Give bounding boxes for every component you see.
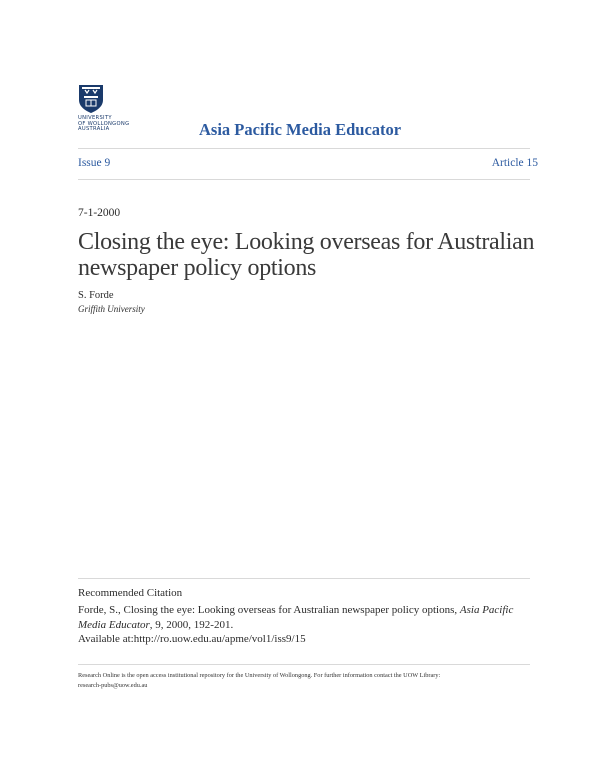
available-label: Available at: (78, 633, 134, 645)
author-name: S. Forde (78, 290, 114, 301)
recommended-citation-heading: Recommended Citation (78, 587, 183, 599)
issue-link[interactable]: Issue 9 (78, 157, 111, 169)
citation-journal: Asia Pacific Media Educator (78, 604, 514, 631)
author-affiliation: Griffith University (78, 304, 145, 314)
publication-date: 7-1-2000 (78, 207, 121, 219)
issue-divider (78, 179, 530, 180)
article-title: Closing the eye: Looking overseas for Australian newspaper policy options (78, 229, 535, 281)
journal-title-link[interactable]: Asia Pacific Media Educator (199, 120, 402, 139)
university-logo (78, 84, 144, 136)
citation-text (78, 603, 528, 647)
citation-url-link[interactable]: http://ro.uow.edu.au/apme/vol1/iss9/15 (133, 633, 306, 645)
footer-divider (78, 664, 530, 665)
footer-text (78, 671, 528, 690)
logo-line: OF WOLLONGONG (78, 120, 130, 127)
footer-line: Research Online is the open access institutional repository for the University of Wollongong. For further information contact the UOW Library: (78, 672, 441, 679)
article-link[interactable]: Article 15 (491, 157, 538, 169)
citation-post: , 9, 2000, 192-201. (149, 618, 234, 631)
crest-icon (78, 84, 104, 114)
logo-line: UNIVERSITY (78, 115, 112, 121)
citation-pre: Forde, S., Closing the eye: Looking overseas for Australian newspaper policy options, (78, 604, 460, 616)
top-divider (78, 148, 530, 149)
footer-email-link[interactable]: research-pubs@uow.edu.au (78, 681, 148, 689)
logo-line: AUSTRALIA (78, 126, 110, 132)
citation-divider (78, 578, 530, 579)
